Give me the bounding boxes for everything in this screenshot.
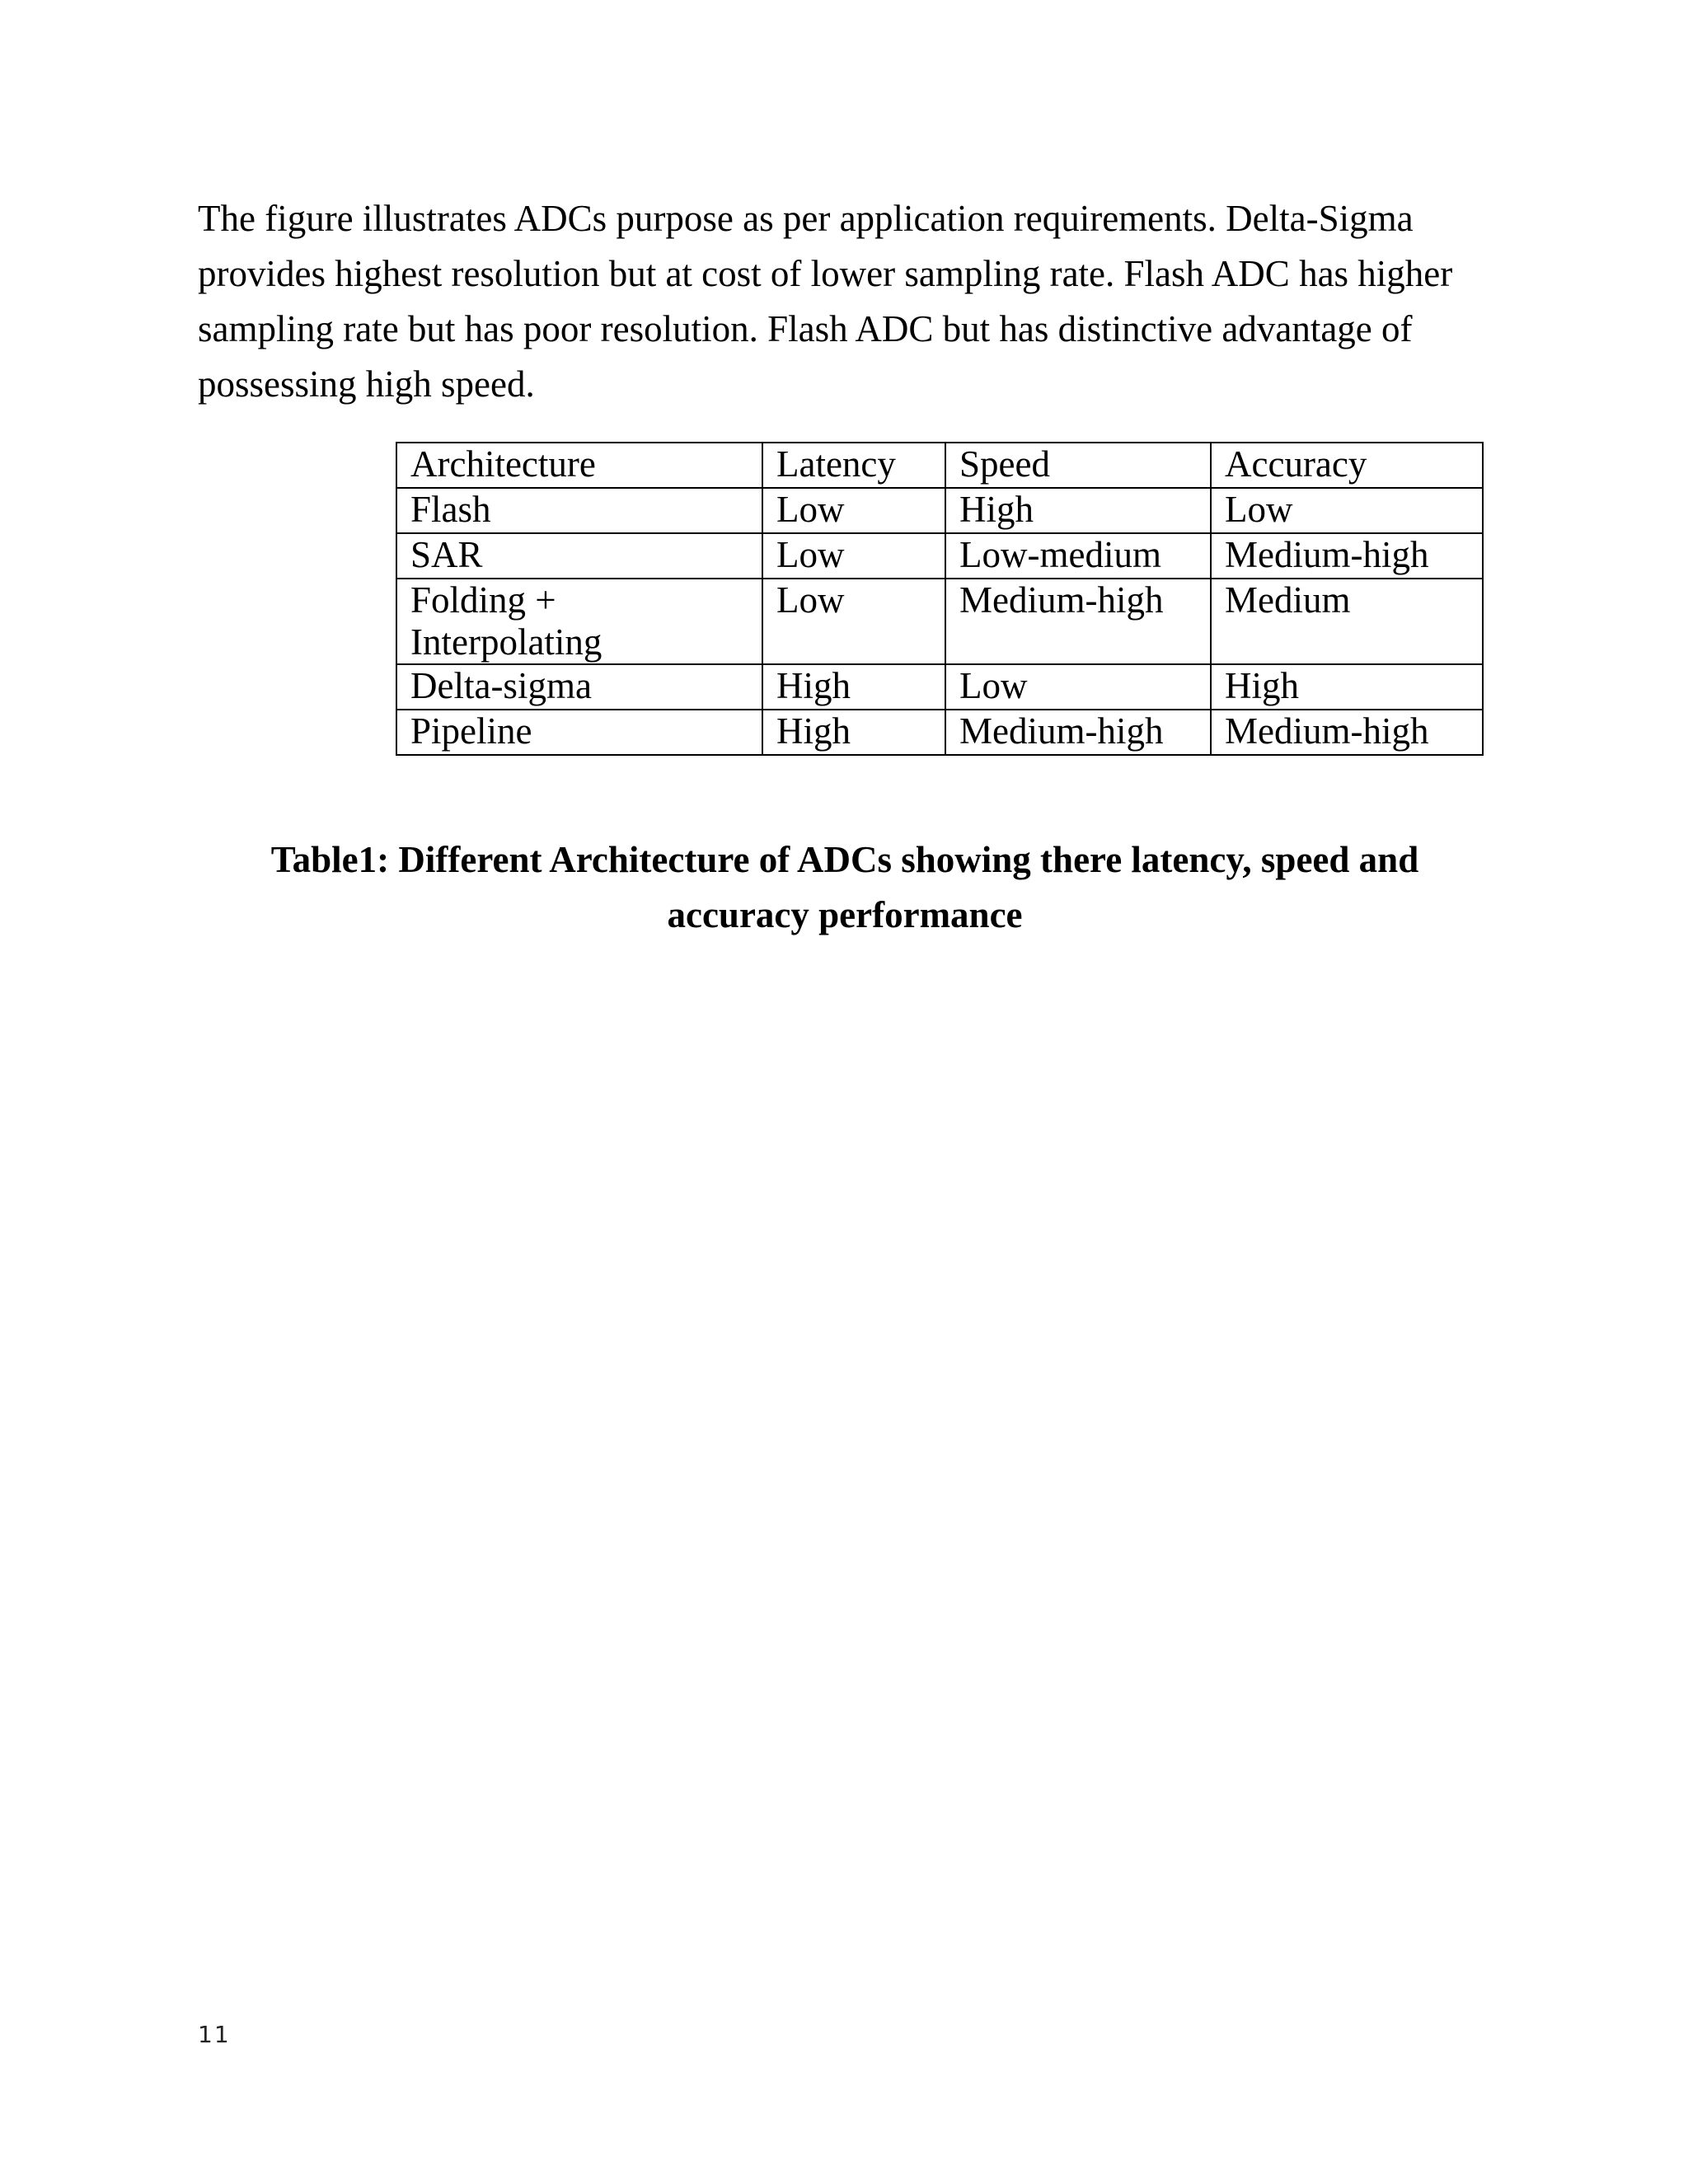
cell-latency: High: [762, 664, 945, 710]
cell-architecture: Delta-sigma: [396, 664, 762, 710]
intro-paragraph: The figure illustrates ADCs purpose as per application requirements. Delta-Sigma provides highest resolution but at cost of lower sampling rate. Flash ADC has higher sampling rate but has poor resolution. Flash ADC but has distinctive advantage of possessing high speed.: [198, 198, 1453, 405]
cell-latency: Low: [762, 488, 945, 533]
header-accuracy: Accuracy: [1211, 443, 1483, 488]
header-latency: Latency: [762, 443, 945, 488]
cell-speed: Low-medium: [945, 533, 1211, 579]
cell-architecture: Folding + Interpolating: [396, 579, 762, 664]
cell-speed: Medium-high: [945, 579, 1211, 664]
cell-accuracy: Low: [1211, 488, 1483, 533]
table-row: [396, 664, 1483, 710]
table-row: [396, 710, 1483, 755]
table-header-row: [396, 443, 1483, 488]
cell-architecture: Flash: [396, 488, 762, 533]
cell-accuracy: High: [1211, 664, 1483, 710]
cell-accuracy: Medium-high: [1211, 710, 1483, 755]
cell-architecture: Pipeline: [396, 710, 762, 755]
cell-speed: Medium-high: [945, 710, 1211, 755]
cell-accuracy: Medium-high: [1211, 533, 1483, 579]
cell-accuracy: Medium: [1211, 579, 1483, 664]
table-row: [396, 533, 1483, 579]
cell-latency: High: [762, 710, 945, 755]
cell-latency: Low: [762, 533, 945, 579]
table-row: [396, 488, 1483, 533]
cell-speed: Low: [945, 664, 1211, 710]
cell-latency: Low: [762, 579, 945, 664]
cell-architecture: SAR: [396, 533, 762, 579]
page-number: 11: [198, 2021, 231, 2048]
header-speed: Speed: [945, 443, 1211, 488]
table-caption: Table1: Different Architecture of ADCs showing there latency, speed and accuracy performance: [270, 839, 1419, 935]
table-row: [396, 579, 1483, 664]
adc-architecture-table: [396, 442, 1484, 756]
cell-speed: High: [945, 488, 1211, 533]
header-architecture: Architecture: [396, 443, 762, 488]
